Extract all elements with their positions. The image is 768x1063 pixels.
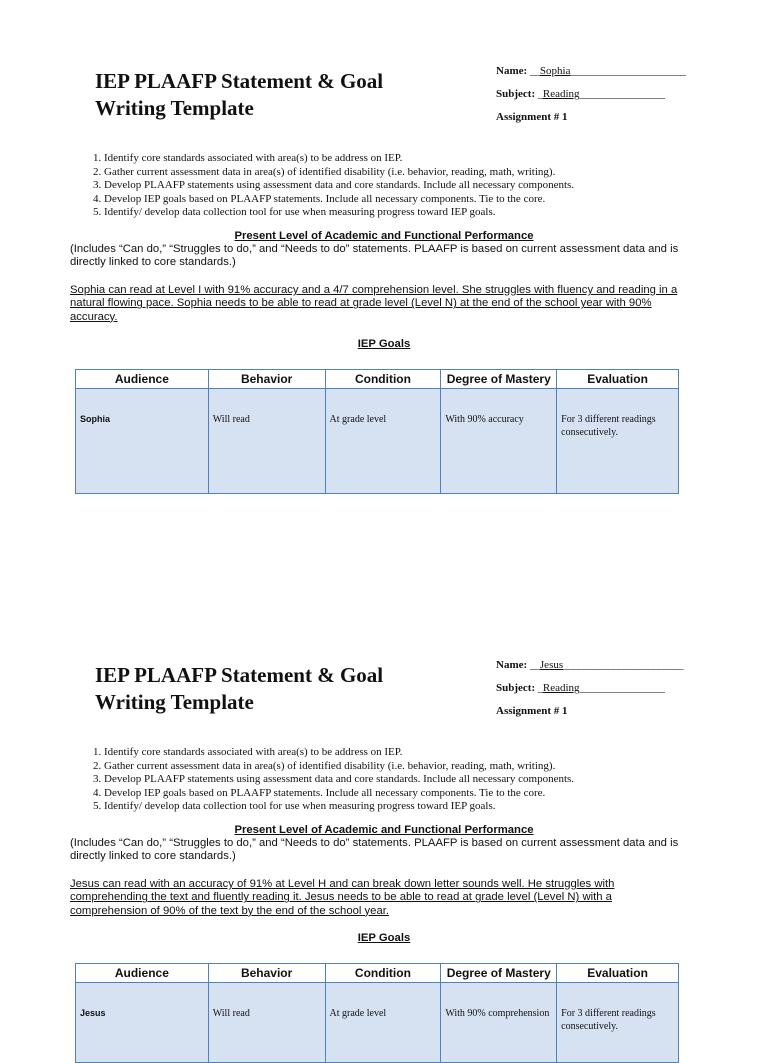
plaafp-description: (Includes “Can do,” “Struggles to do,” and “Needs to do” statements. PLAAFP is based on current assessment data and is directly linked to core standards.) — [70, 837, 679, 863]
name-value: Jesus — [539, 659, 564, 671]
name-value: Sophia — [539, 65, 571, 77]
header-behavior: Behavior — [208, 370, 325, 389]
subject-field: Subject: _Reading_________________ — [496, 682, 665, 694]
assignment-label: Assignment # 1 — [496, 705, 568, 717]
iep-goals-table — [75, 963, 679, 1063]
header-degree-of-mastery: Degree of Mastery — [441, 370, 557, 389]
step-item: 2. Gather current assessment data in area(s) of identified disability (i.e. behavior, reading, math, writing). — [104, 166, 744, 180]
cell-evaluation: For 3 different readings consecutively. — [557, 983, 679, 1063]
cell-behavior: Will read — [208, 983, 325, 1063]
steps-list — [70, 746, 744, 814]
step-item: 3. Develop PLAAFP statements using assessment data and core standards. Include all necessary components. — [104, 179, 744, 193]
header-evaluation: Evaluation — [557, 964, 679, 983]
cell-condition: At grade level — [325, 389, 441, 494]
step-item: 2. Gather current assessment data in area(s) of identified disability (i.e. behavior, reading, math, writing). — [104, 760, 744, 774]
steps-list — [70, 152, 744, 220]
step-item: 4. Develop IEP goals based on PLAAFP statements. Include all necessary components. Tie to the core. — [104, 787, 744, 801]
subject-value: Reading — [542, 88, 580, 100]
cell-degree-of-mastery: With 90% comprehension — [441, 983, 557, 1063]
cell-audience: Sophia — [76, 389, 209, 494]
step-item: 5. Identify/ develop data collection tool for use when measuring progress toward IEP goals. — [104, 206, 744, 220]
plaafp-statement: Jesus can read with an accuracy of 91% at Level H and can break down letter sounds well. He struggles with comprehending the text and fluently reading it. Jesus needs to be able to read at grade level (Level N) with a comprehension of 90% of the text by the end of the school year. — [70, 878, 615, 917]
step-item: 4. Develop IEP goals based on PLAAFP statements. Include all necessary components. Tie to the core. — [104, 193, 744, 207]
subject-value: Reading — [542, 682, 580, 694]
header-behavior: Behavior — [208, 964, 325, 983]
template-section-jesus — [0, 594, 768, 1032]
cell-audience: Jesus — [76, 983, 209, 1063]
header-condition: Condition — [325, 370, 441, 389]
header-audience: Audience — [76, 370, 209, 389]
header-degree-of-mastery: Degree of Mastery — [441, 964, 557, 983]
header-condition: Condition — [325, 964, 441, 983]
step-item: 1. Identify core standards associated with area(s) to be address on IEP. — [104, 152, 744, 166]
plaafp-heading: Present Level of Academic and Functional Performance — [234, 824, 534, 836]
table-header-row — [76, 964, 679, 983]
plaafp-statement: Sophia can read at Level I with 91% accuracy and a 4/7 comprehension level. She struggles with fluency and reading in a natural flowing pace. Sophia needs to be able to read at grade level (Level N) at the end of the school year with 90% accuracy. — [70, 284, 678, 323]
title-line-1: IEP PLAAFP Statement & Goal — [95, 69, 384, 93]
iep-goals-table — [75, 369, 679, 494]
template-section-sophia — [0, 0, 768, 520]
name-field: Name: __Sophia_______________________ — [496, 65, 686, 77]
subject-field: Subject: _Reading_________________ — [496, 88, 665, 100]
title-line-1: IEP PLAAFP Statement & Goal — [95, 663, 384, 687]
cell-condition: At grade level — [325, 983, 441, 1063]
iep-goals-heading: IEP Goals — [357, 338, 411, 350]
plaafp-description: (Includes “Can do,” “Struggles to do,” and “Needs to do” statements. PLAAFP is based on current assessment data and is directly linked to core standards.) — [70, 243, 679, 269]
assignment-label: Assignment # 1 — [496, 111, 568, 123]
title-line-2: Writing Template — [95, 690, 254, 714]
name-label: Name: — [496, 65, 528, 77]
name-field: Name: __Jesus________________________ — [496, 659, 684, 671]
page-title — [95, 662, 455, 716]
table-header-row — [76, 370, 679, 389]
iep-goals-heading: IEP Goals — [357, 932, 411, 944]
cell-evaluation: For 3 different readings consecutively. — [557, 389, 679, 494]
cell-degree-of-mastery: With 90% accuracy — [441, 389, 557, 494]
subject-label: Subject: — [496, 682, 536, 694]
step-item: 1. Identify core standards associated with area(s) to be address on IEP. — [104, 746, 744, 760]
step-item: 3. Develop PLAAFP statements using assessment data and core standards. Include all necessary components. — [104, 773, 744, 787]
cell-behavior: Will read — [208, 389, 325, 494]
plaafp-heading: Present Level of Academic and Functional Performance — [234, 230, 534, 242]
name-label: Name: — [496, 659, 528, 671]
page-title — [95, 68, 455, 122]
header-evaluation: Evaluation — [557, 370, 679, 389]
title-line-2: Writing Template — [95, 96, 254, 120]
table-row — [76, 983, 679, 1063]
step-item: 5. Identify/ develop data collection tool for use when measuring progress toward IEP goals. — [104, 800, 744, 814]
subject-label: Subject: — [496, 88, 536, 100]
table-row — [76, 389, 679, 494]
header-audience: Audience — [76, 964, 209, 983]
